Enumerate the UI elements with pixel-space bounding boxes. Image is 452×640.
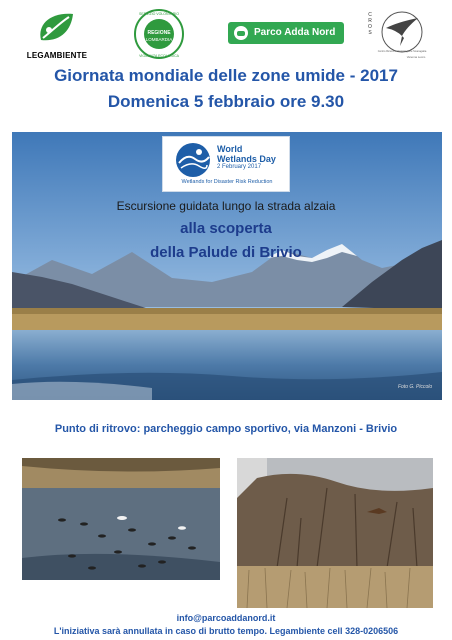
cros-logo — [366, 8, 430, 60]
parco-icon — [234, 26, 248, 40]
regione-badge-icon — [128, 8, 190, 60]
regione-name-text: LOMBARDIA — [145, 37, 173, 42]
regione-bottom-text: VIGILANZA ECOLOGICA — [139, 54, 179, 58]
regione-lombardia-logo — [128, 8, 190, 60]
cros-letters: C R O S — [368, 12, 372, 36]
footer-note: L'iniziativa sarà annullata in caso di brutto tempo. Legambiente cell 328-0206506 — [53, 626, 399, 636]
legambiente-logo — [22, 10, 92, 58]
wetland-swirl-icon — [169, 141, 217, 179]
legambiente-leaf-icon — [35, 10, 79, 46]
ducks-photo — [22, 458, 220, 580]
trees-photo — [237, 458, 433, 608]
logo-bar — [0, 0, 452, 62]
legambiente-label: LEGAMBIENTE — [26, 51, 88, 60]
parco-adda-nord-logo — [228, 22, 344, 44]
ducks-on-water-image — [22, 458, 220, 580]
photo-credit: Foto G. Piccolo — [398, 384, 433, 390]
wwd-title: World Wetlands Day — [217, 144, 276, 164]
discovery-heading: alla scoperta — [180, 220, 272, 237]
cros-sub-text: Centro Ricerche Ornitologiche Scanagatta — [377, 50, 427, 53]
regione-top-text: SERVIZIO VOLONTARIO — [139, 12, 179, 16]
palude-heading: della Palude di Brivio — [150, 244, 302, 261]
wwd-tagline: Wetlands for Disaster Risk Reduction — [181, 179, 273, 185]
page-title: Giornata mondiale delle zone umide - 2017 — [54, 66, 398, 85]
excursion-subtitle: Escursione guidata lungo la strada alzaia — [116, 199, 336, 213]
cros-place-text: Varenna Lecco — [406, 55, 426, 59]
trees-and-bird-image — [237, 458, 433, 608]
world-wetlands-day-badge — [162, 136, 290, 192]
swallow-icon — [366, 8, 430, 60]
regione-mid-text: REGIONE — [147, 30, 171, 36]
event-date: Domenica 5 febbraio ore 9.30 — [107, 92, 345, 111]
contact-email[interactable]: info@parcoaddanord.it — [176, 613, 276, 623]
parco-label: Parco Adda Nord — [254, 27, 336, 38]
wwd-date: 2 February 2017 — [217, 164, 262, 170]
meeting-point: Punto di ritrovo: parcheggio campo sportivo, via Manzoni - Brivio — [54, 423, 398, 435]
